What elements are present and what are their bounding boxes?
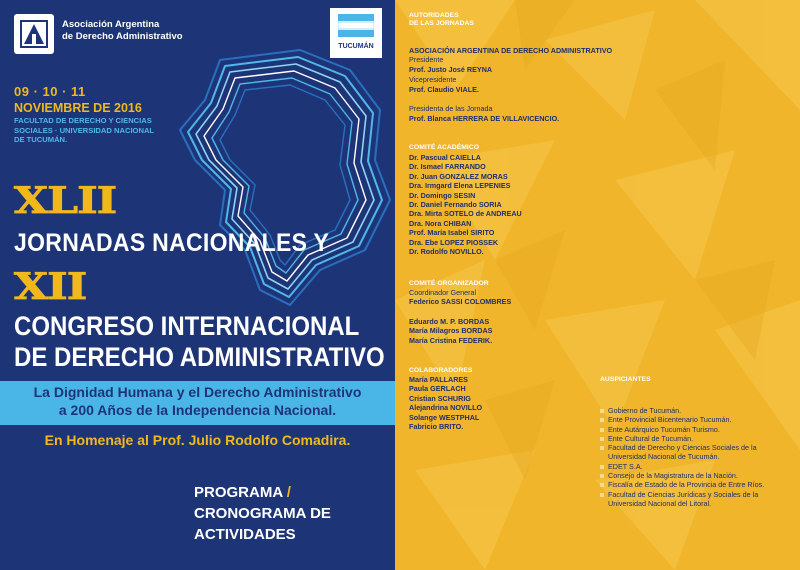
organizing-committee-heading: COMITÉ ORGANIZADOR [409,280,489,287]
credits-panel [395,0,800,570]
event-month: NOVIEMBRE DE 2016 [14,101,142,115]
tucuman-label: TUCUMÁN [338,43,374,50]
academic-committee-heading: COMITÉ ACADÉMICO [409,144,479,151]
list-item: Dra. Nora CHIBAN [409,218,472,228]
list-item: EDET S.A. [600,462,790,471]
president-role: Presidente [409,55,444,64]
list-item: Dr. Ismael FARRANDO [409,162,486,172]
program-line-2: CRONOGRAMA DE [194,505,331,522]
roman-numeral-jornadas: XLII [14,180,117,222]
jornada-president-role: Presidenta de las Jornada [409,104,493,113]
list-item: Solange WESTPHAL [409,412,480,422]
sponsors-list [600,406,790,508]
coordinator-role: Coordinador General [409,288,477,297]
list-item: María Milagros BORDAS [409,326,493,336]
list-item: Consejo de la Magistratura de la Nación. [600,471,790,480]
list-item: Dra. Ebe LOPEZ PIOSSEK [409,237,499,247]
list-item: Alejandrina NOVILLO [409,403,483,413]
event-dates: 09 · 10 · 11 [14,84,86,99]
academic-committee-list [409,153,522,256]
sponsors-heading: AUSPICIANTES [600,376,651,383]
authorities-heading: AUTORIDADES DE LAS JORNADAS [409,12,474,28]
association-logo [14,14,54,54]
program-line-1: PROGRAMA / [194,484,291,501]
list-item: Cristian SCHURIG [409,393,471,403]
theme-line-1: La Dignidad Humana y el Derecho Administrativo [33,384,362,400]
list-item: Paula GERLACH [409,384,466,394]
list-item: Fabricio BRITO. [409,421,464,431]
list-item: Dr. Domingo SESIN [409,190,476,200]
program-line-3: ACTIVIDADES [194,526,296,543]
roman-numeral-congreso: XII [14,266,87,308]
list-item: Ente Cultural de Tucumán. [600,434,790,443]
tucuman-map-outline [150,40,395,320]
list-item: Gobierno de Tucumán. [600,406,790,415]
tucuman-logo [330,8,382,58]
list-item: Fiscalía de Estado de la Provincia de Entre Ríos. [600,480,790,489]
list-item: María PALLARES [409,375,468,384]
vice-role: Vicepresidente [409,75,457,84]
list-item: Dra. Mirta SOTELO de ANDREAU [409,209,522,219]
president-name: Prof. Justo José REYNA [409,65,493,74]
title-congreso: CONGRESO INTERNACIONAL [14,312,360,342]
organizing-committee-list [409,317,492,345]
list-item: Dr. Pascual CAIELLA [409,153,481,162]
title-derecho-administrativo: DE DERECHO ADMINISTRATIVO [14,343,385,373]
vice-name: Prof. Claudio VIALE. [409,85,479,94]
list-item: Ente Provincial Bicentenario Tucumán. [600,415,790,424]
coordinator-name: Federico SASSI COLOMBRES [409,297,512,306]
list-item: Eduardo M. P. BORDAS [409,317,490,326]
homage-text: En Homenaje al Prof. Julio Rodolfo Comadira. [44,432,351,448]
jornada-president-name: Prof. Blanca HERRERA DE VILLAVICENCIO. [409,114,560,123]
association-name: Asociación Argentina de Derecho Administrativo [62,19,183,42]
association-logo-icon [20,20,48,48]
collaborators-heading: COLABORADORES [409,367,473,374]
list-item: María Cristina FEDERIK. [409,335,493,345]
list-item: Dr. Daniel Fernando SORIA [409,199,502,209]
event-venue: FACULTAD DE DERECHO Y CIENCIAS SOCIALES · UNIVERSIDAD NACIONAL DE TUCUMÁN. [14,116,155,144]
list-item: Dr. Rodolfo NOVILLO. [409,246,484,256]
title-jornadas: JORNADAS NACIONALES Y [14,228,330,257]
list-item: Ente Autárquico Tucumán Turismo. [600,425,790,434]
tucuman-flag-icon [338,14,374,38]
cover-panel [0,0,395,570]
association-title: ASOCIACIÓN ARGENTINA DE DERECHO ADMINISTRATIVO [409,46,613,55]
list-item: Dr. Juan GONZALEZ MORAS [409,171,508,181]
list-item: Facultad de Derecho y Ciencias Sociales de la Universidad Nacional de Tucumán. [600,443,790,462]
theme-line-2: a 200 Años de la Independencia Nacional. [58,402,337,418]
list-item: Dra. Irmgard Elena LEPENIES [409,181,511,191]
list-item: Prof. María Isabel SIRITO [409,228,495,238]
collaborators-list [409,375,482,431]
list-item: Facultad de Ciencias Jurídicas y Sociales de la Universidad Nacional del Litoral. [600,490,790,509]
